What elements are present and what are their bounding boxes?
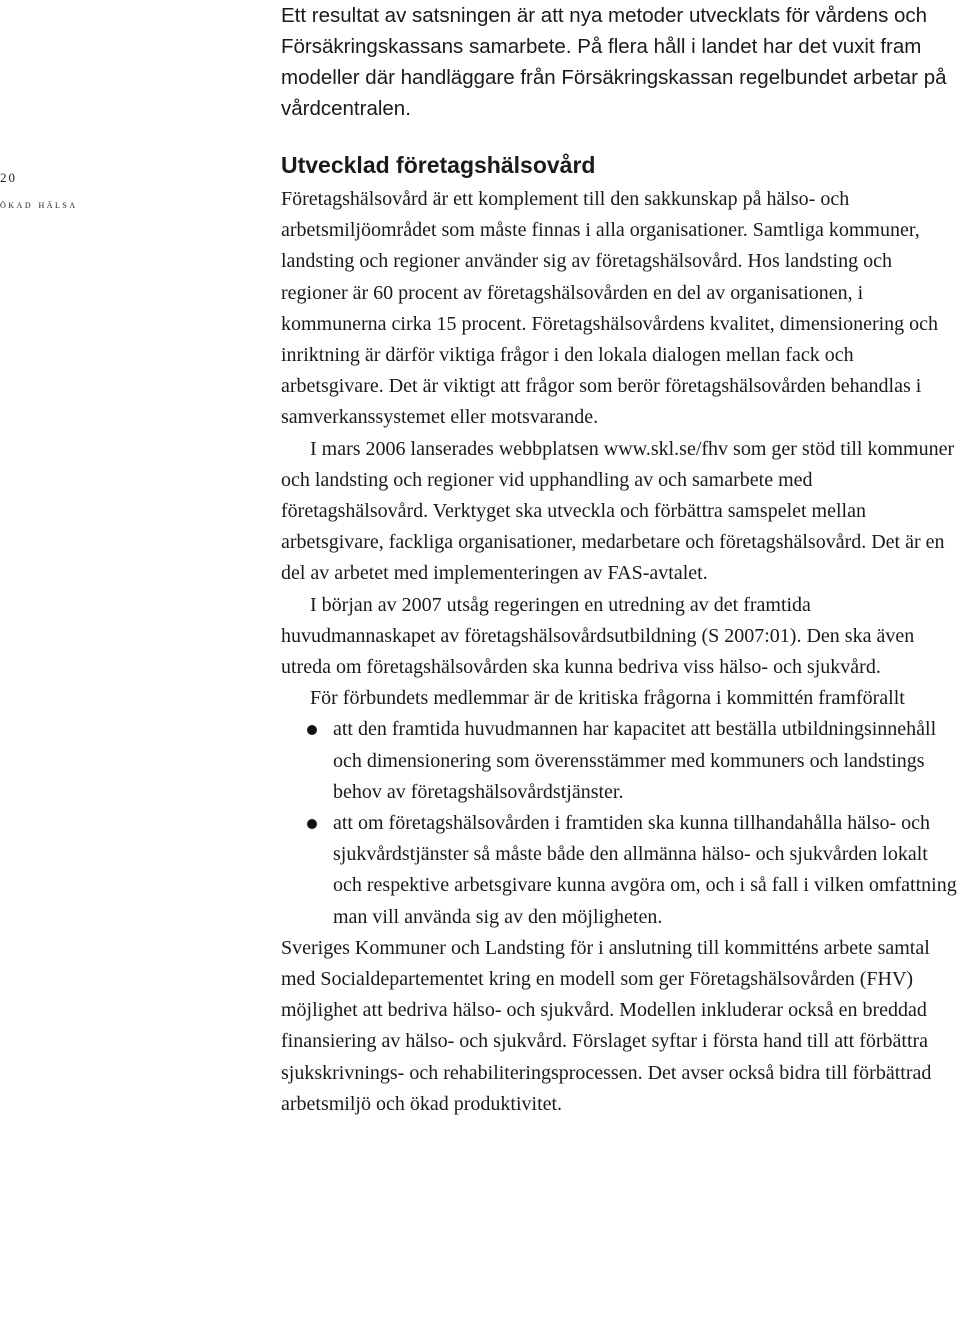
bullet-dot-icon (307, 725, 317, 735)
closing-paragraph: Sveriges Kommuner och Landsting för i anslutning till kommitténs arbete samtal med Socialdepartementet kring en modell som ger Företagshälsovården (FHV) möjlighet att bedriva hälso- och sjukvård. Modellen inkluderar också en breddad finansiering av hälso- och sjukvård. Förslaget syftar i första hand till att förbättra sjukskrivnings- och rehabiliteringsprocessen. Det avser också bidra till förbättrad arbetsmiljö och ökad produktivitet. (281, 936, 932, 1115)
paragraph-1: Företagshälsovård är ett komplement till den sakkunskap på hälso- och arbetsmiljöområdet som måste finnas i alla organisationer. Samtliga kommuner, landsting och regioner använder sig av företagshälsovård. Hos landsting och regioner är 60 procent av företagshälsovården en del av organisationen, i kommunerna cirka 15 procent. Företagshälsovårdens kvalitet, dimensionering och inriktning är därför viktiga frågor i den lokala dialogen mellan fack och arbetsgivare. Det är viktigt att frågor som berör företagshälsovården behandlas i samverkanssystemet eller motsvarande. (281, 188, 939, 429)
bullet-item (281, 808, 957, 933)
bullet-item (281, 714, 957, 808)
bullet-text: att om företagshälsovården i framtiden ska kunna tillhandahålla hälso- och sjukvårdstjänster så måste både den allmänna hälso- och sjukvården lokalt och respektive arbetsgivare kunna avgöra om, och i så fall i vilken omfattning man vill använda sig av den möjligheten. (333, 812, 957, 928)
section-heading: Utvecklad företagshälsovård (281, 152, 596, 178)
intro-paragraph (281, 0, 957, 124)
intro-text: Ett resultat av satsningen är att nya metoder utvecklats för vårdens och Försäkringskassans samarbete. På flera håll i landet har det vuxit fram modeller där handläggare från Försäkringskassan regelbundet arbetar på vårdcentralen. (281, 4, 947, 120)
page-number: 20 (0, 170, 17, 185)
section-body (281, 184, 957, 1120)
paragraph-4: För förbundets medlemmar är de kritiska frågorna i kommittén framförallt (310, 687, 905, 710)
bullet-dot-icon (307, 819, 317, 829)
paragraph-3: I början av 2007 utsåg regeringen en utredning av det framtida huvudmannaskapet av företagshälsovårdsutbildning (S 2007:01). Den ska även utreda om företagshälsovården ska kunna bedriva viss hälso- och sjukvård. (281, 593, 915, 679)
paragraph-2: I mars 2006 lanserades webbplatsen www.skl.se/fhv som ger stöd till kommuner och landsting och regioner vid upphandling av och samarbete med företagshälsovård. Verktyget ska utveckla och förbättra samspelet mellan arbetsgivare, fackliga organisationer, medarbetare och företagshälsovård. Det är en del av arbetet med implementeringen av FAS-avtalet. (281, 437, 955, 585)
bullet-list (281, 714, 957, 932)
bullet-text: att den framtida huvudmannen har kapacitet att beställa utbildningsinnehåll och dimensionering som överensstämmer med kommuners och landstings behov av företagshälsovårdstjänster. (333, 718, 937, 803)
section-title: ökad hälsa (0, 199, 78, 211)
